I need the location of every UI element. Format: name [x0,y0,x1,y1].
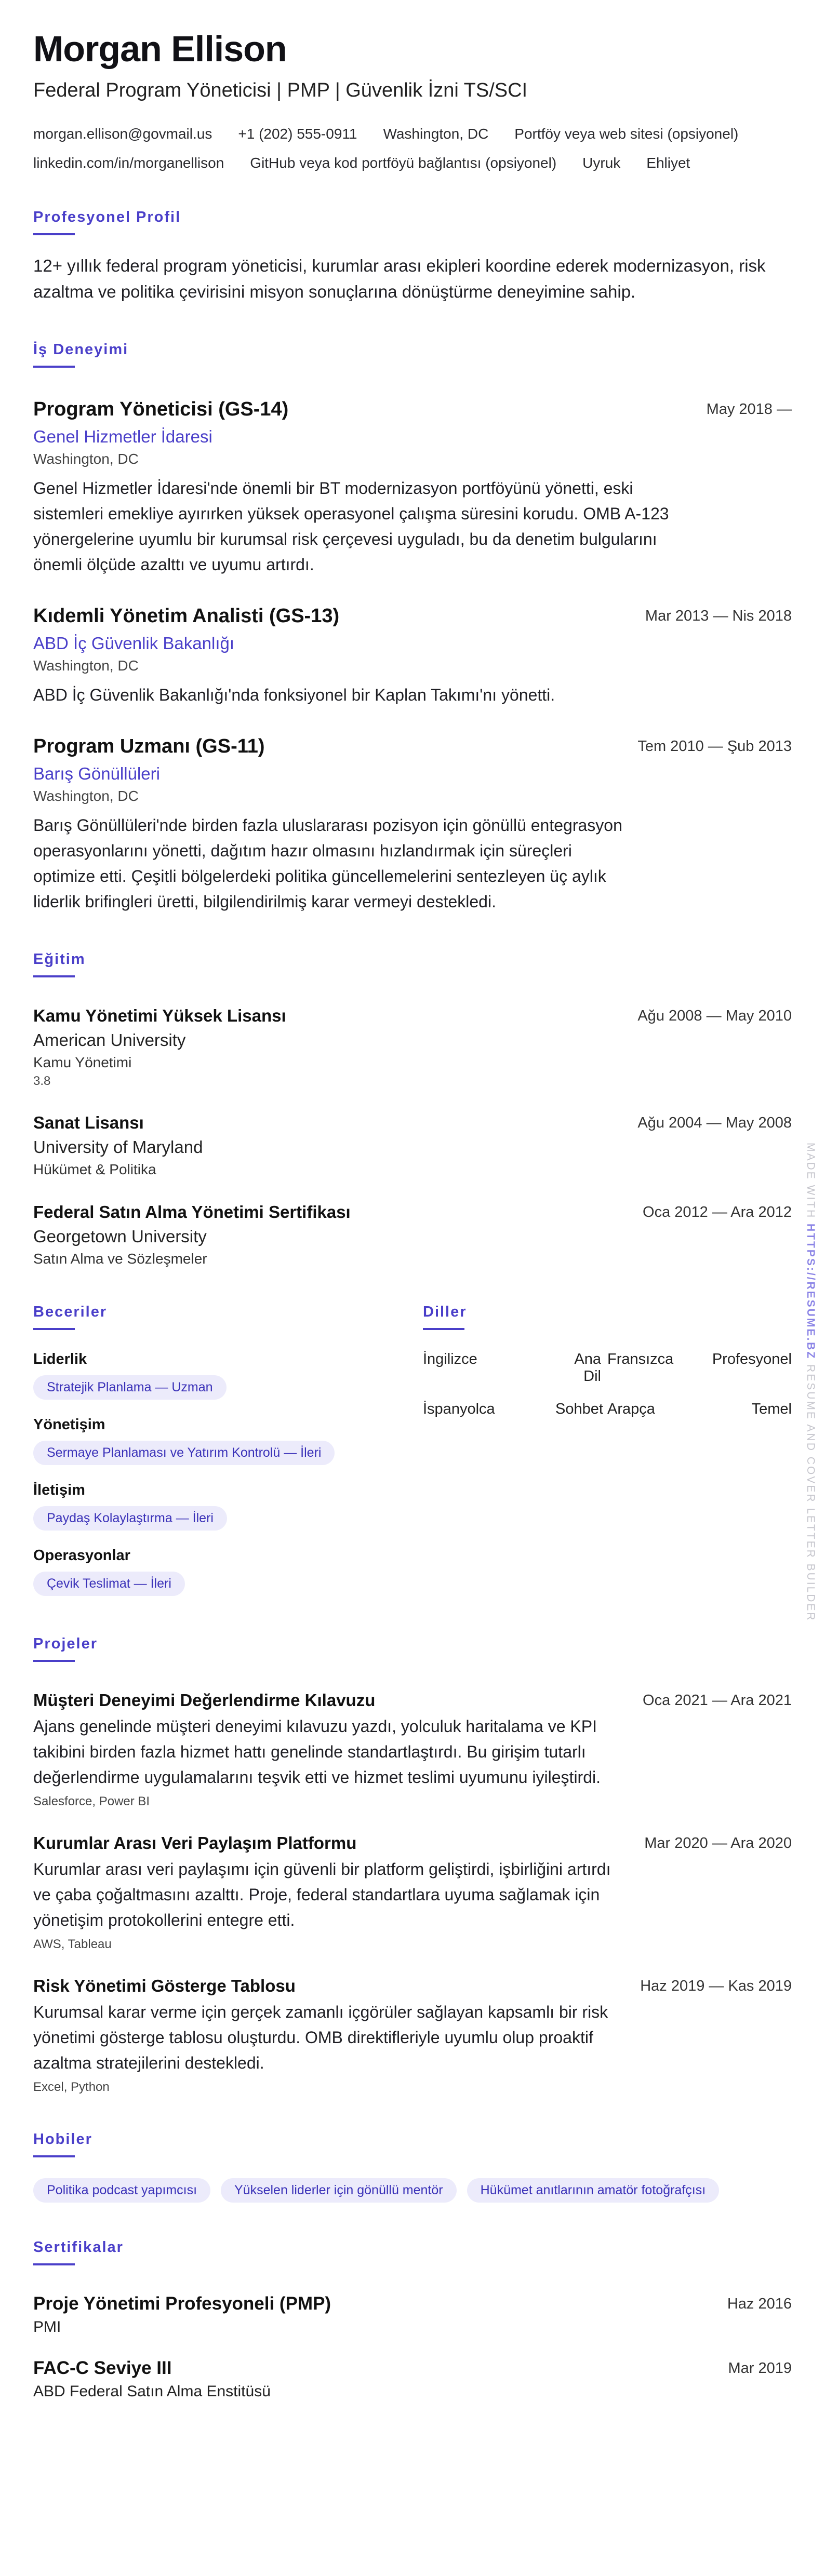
section-title: Sertifikalar [33,2238,124,2256]
hobby-pill: Politika podcast yapımcısı [33,2178,210,2203]
project-name: Kurumlar Arası Veri Paylaşım Platformu [33,1833,357,1853]
contact-email[interactable]: morgan.ellison@govmail.us [33,125,212,142]
projects-section [33,1635,792,2095]
education-date: Oca 2012 — Ara 2012 [643,1203,792,1220]
degree-title: Sanat Lisansı [33,1112,144,1132]
experience-section [33,341,792,915]
hobby-list [33,2178,792,2203]
project-entry [33,1689,792,1809]
section-title: Diller [423,1303,467,1320]
project-entry [33,1832,792,1952]
section-divider [33,1660,75,1662]
project-name: Risk Yönetimi Gösterge Tablosu [33,1976,296,1995]
project-date: Oca 2021 — Ara 2021 [643,1692,792,1709]
section-divider [33,975,75,977]
education-date: Ağu 2008 — May 2010 [637,1007,792,1024]
section-divider [33,2155,75,2157]
job-location: Washington, DC [33,787,139,804]
skill-group [33,1416,387,1465]
skill-pill: Sermaye Planlaması ve Yatırım Kontrolü — İleri [33,1441,335,1465]
job-organization: Barış Gönüllüleri [33,763,160,783]
language-level: Profesyonel [712,1350,792,1367]
job-location: Washington, DC [33,657,139,674]
skill-group [33,1351,387,1400]
certification-date: Mar 2019 [728,2359,792,2377]
section-divider [33,366,75,368]
section-title: Projeler [33,1635,98,1652]
section-divider [33,233,75,235]
section-divider [33,2263,75,2265]
contact-license: Ehliyet [646,154,690,171]
project-name: Müşteri Deneyimi Değerlendirme Kılavuzu [33,1690,376,1710]
hobby-pill: Hükümet anıtlarının amatör fotoğrafçısı [467,2178,720,2203]
job-description: Barış Gönüllüleri'nde birden fazla uluslararası pozisyon için gönüllü entegrasyon operasyonlarını yönetti, dağıtım hazır olmasını hızlandırmak için süreçleri optimize etti. Çeşitli bölgelerdeki politika güncellemelerini sentezleyen üç aylık liderlik brifingleri üretti, bilgilendirilmiş karar vermeyi destekledi. [33,815,622,911]
job-location: Washington, DC [33,450,139,467]
certifications-section [33,2239,792,2400]
job-date: May 2018 — [706,400,792,418]
contact-linkedin[interactable]: linkedin.com/in/morganellison [33,154,224,171]
school-name: Georgetown University [33,1226,207,1246]
contact-phone[interactable]: +1 (202) 555-0911 [238,125,357,142]
job-organization: Genel Hizmetler İdaresi [33,426,212,446]
language-name: İspanyolca [423,1400,495,1417]
profile-section [33,209,792,305]
project-entry [33,1975,792,2095]
watermark-suffix: RESUME AND COVER LETTER BUILDER [805,1364,817,1622]
school-name: University of Maryland [33,1137,203,1157]
experience-entry [33,397,792,578]
certification-name: FAC-C Seviye III [33,2357,172,2378]
contact-website[interactable]: Portföy veya web sitesi (opsiyonel) [514,125,739,142]
job-description: ABD İç Güvenlik Bakanlığı'nda fonksiyonel bir Kaplan Takımı'nı yönetti. [33,685,555,704]
contact-list [33,119,792,178]
skill-group [33,1547,387,1596]
certification-date: Haz 2016 [727,2295,792,2312]
skills-languages-row [33,1304,792,1596]
skill-pill: Stratejik Planlama — Uzman [33,1375,227,1400]
certification-entry [33,2357,792,2400]
contact-location: Washington, DC [383,125,489,142]
profile-summary: 12+ yıllık federal program yöneticisi, kurumlar arası ekipleri koordine ederek modernizasyon, risk azaltma ve politika çevirisini misyon sonuçlarına dönüştürme deneyimine sahip. [33,256,766,301]
language-level: Sohbet [555,1400,603,1417]
section-divider [33,1328,75,1330]
school-name: American University [33,1030,186,1050]
watermark-prefix: MADE WITH [805,1143,817,1219]
gpa-score: 3.8 [33,1074,51,1088]
project-date: Mar 2020 — Ara 2020 [644,1834,792,1852]
section-title: Beceriler [33,1303,108,1320]
job-date: Mar 2013 — Nis 2018 [645,607,792,624]
skill-group-name: Liderlik [33,1350,87,1367]
hobby-pill: Yükselen liderler için gönüllü mentör [221,2178,457,2203]
contact-nationality: Uyruk [582,154,621,171]
language-level: Temel [751,1400,792,1417]
section-divider [423,1328,464,1330]
education-section [33,951,792,1267]
resume-page [33,28,792,2400]
section-title: Eğitim [33,950,86,968]
experience-entry [33,603,792,708]
project-description: Kurumsal karar verme için gerçek zamanlı içgörüler sağlayan kapsamlı bir risk yönetimi gösterge tablosu oluşturdu. OMB direktifleriyle uyumlu olup proaktif azaltma stratejilerini destekledi. [33,2002,608,2072]
section-title: Profesyonel Profil [33,208,181,225]
section-title: Hobiler [33,2130,92,2148]
certification-issuer: ABD Federal Satın Alma Enstitüsü [33,2382,271,2400]
contact-github[interactable]: GitHub veya kod portföyü bağlantısı (opsiyonel) [250,154,557,171]
job-organization: ABD İç Güvenlik Bakanlığı [33,633,235,653]
watermark-link[interactable]: HTTPS://RESUME.BZ [805,1224,817,1360]
field-of-study: Hükümet & Politika [33,1161,156,1177]
project-tech: Excel, Python [33,2079,110,2094]
experience-entry [33,734,792,915]
project-description: Ajans genelinde müşteri deneyimi kılavuzu yazdı, yolculuk haritalama ve KPI takibini birden fazla hizmet hattı genelinde standartlaştırdı. Bu girişim tutarlı değerlendirme uygulamalarını teşvik etti ve hizmet teslimi uyumunu iyileştirdi. [33,1716,601,1787]
candidate-headline: Federal Program Yöneticisi | PMP | Güvenlik İzni TS/SCI [33,79,528,101]
job-title: Program Uzmanı (GS-11) [33,735,265,757]
skills-section [33,1304,387,1596]
builder-watermark [804,1143,817,1622]
section-title: İş Deneyimi [33,341,129,358]
project-description: Kurumlar arası veri paylaşımı için güvenli bir platform geliştirdi, işbirliğini artırdı ve çaba çoğaltmasını azalttı. Proje, federal standartlara uyuma sağlamak için yönetişim protokollerini entegre etti. [33,1859,611,1929]
language-name: Fransızca [607,1350,674,1367]
language-name: İngilizce [423,1350,477,1367]
certification-issuer: PMI [33,2318,61,2336]
education-entry [33,1201,792,1267]
degree-title: Kamu Yönetimi Yüksek Lisansı [33,1005,286,1025]
skill-pill: Çevik Teslimat — İleri [33,1572,185,1596]
education-entry [33,1111,792,1178]
education-date: Ağu 2004 — May 2008 [637,1114,792,1131]
skill-pill: Paydaş Kolaylaştırma — İleri [33,1506,227,1531]
certification-name: Proje Yönetimi Profesyoneli (PMP) [33,2293,331,2314]
degree-title: Federal Satın Alma Yönetimi Sertifikası [33,1202,351,1222]
skill-group [33,1482,387,1531]
education-entry [33,1004,792,1089]
project-tech: Salesforce, Power BI [33,1794,150,1808]
project-date: Haz 2019 — Kas 2019 [640,1977,792,1994]
field-of-study: Kamu Yönetimi [33,1054,132,1070]
skill-group-name: Operasyonlar [33,1547,130,1564]
certification-entry [33,2292,792,2336]
project-tech: AWS, Tableau [33,1937,112,1951]
job-date: Tem 2010 — Şub 2013 [637,737,792,755]
field-of-study: Satın Alma ve Sözleşmeler [33,1250,207,1267]
language-name: Arapça [607,1400,655,1417]
skill-group-name: İletişim [33,1481,85,1498]
language-level: Ana Dil [574,1350,601,1385]
languages-section [423,1304,792,1596]
skill-group-name: Yönetişim [33,1416,105,1433]
job-title: Program Yöneticisi (GS-14) [33,398,289,420]
job-title: Kıdemli Yönetim Analisti (GS-13) [33,605,340,627]
job-description: Genel Hizmetler İdaresi'nde önemli bir BT modernizasyon portföyünü yönetti, eski sistemleri emekliye ayırırken yüksek operasyonel çalışma süresini korudu. OMB A-123 yönergelerine uyumlu bir kurumsal risk çerçevesi uyguladı, bu da denetim bulgularını önemli ölçüde azalttı ve uyumu artırdı. [33,478,669,574]
candidate-name: Morgan Ellison [33,29,287,69]
language-table [423,1351,792,1418]
hobbies-section [33,2131,792,2203]
